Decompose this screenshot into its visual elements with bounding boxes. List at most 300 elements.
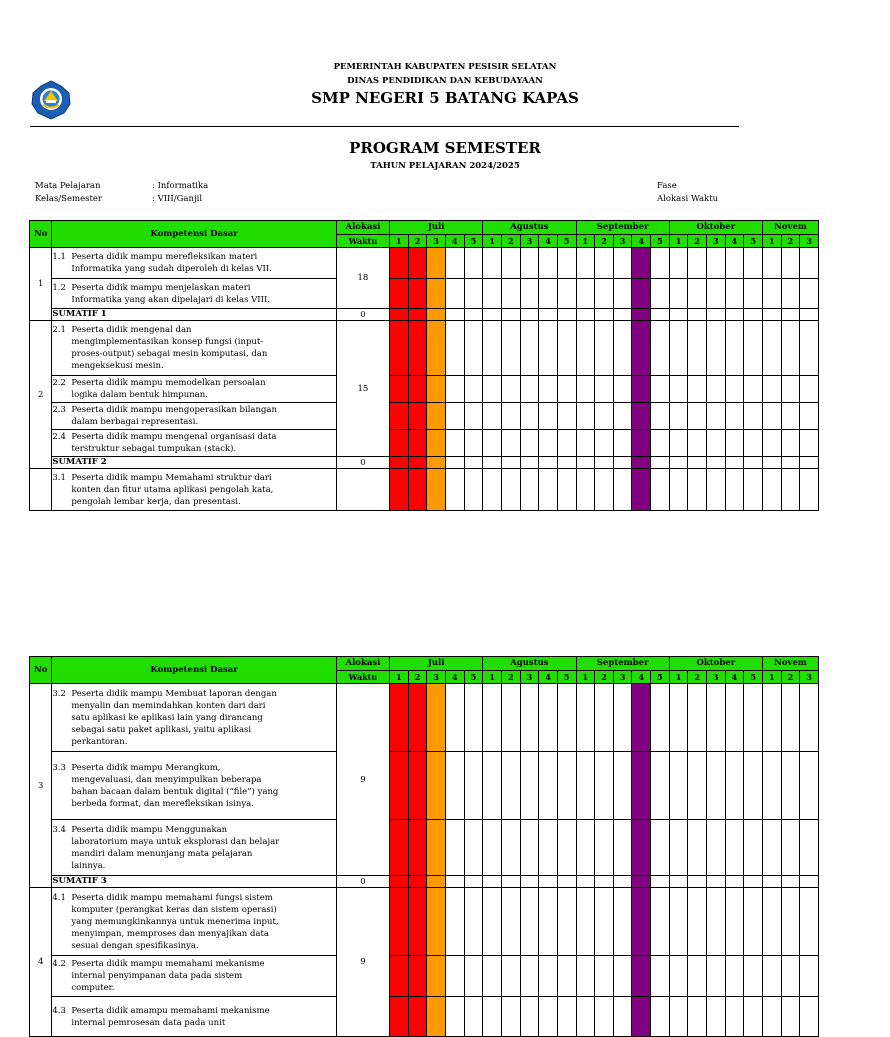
schedule-cell xyxy=(651,321,670,376)
schedule-cell xyxy=(464,876,483,888)
schedule-cell xyxy=(576,457,595,469)
schedule-cell xyxy=(632,403,651,430)
schedule-cell xyxy=(781,279,800,309)
schedule-cell xyxy=(800,376,819,403)
schedule-cell xyxy=(800,752,819,820)
phase-label: Fase xyxy=(657,181,677,191)
schedule-cell xyxy=(539,997,558,1037)
table-row xyxy=(30,403,819,430)
schedule-cell xyxy=(613,956,632,997)
month-oktober: Oktober xyxy=(669,657,762,671)
schedule-cell xyxy=(464,956,483,997)
week-header-cell: 2 xyxy=(501,235,520,248)
week-header-cell: 4 xyxy=(539,235,558,248)
schedule-cell xyxy=(688,684,707,752)
schedule-cell xyxy=(427,888,446,956)
table-row xyxy=(30,430,819,457)
schedule-cell xyxy=(557,997,576,1037)
kd-item: 2.3 Peserta didik mampu mengoperasikan bilangan dalam berbagai representasi. xyxy=(52,403,336,430)
schedule-cell xyxy=(501,309,520,321)
schedule-cell xyxy=(464,403,483,430)
schedule-cell xyxy=(744,309,763,321)
schedule-cell xyxy=(595,469,614,511)
schedule-cell xyxy=(464,248,483,279)
schedule-cell xyxy=(613,457,632,469)
schedule-cell xyxy=(445,820,464,876)
schedule-cell xyxy=(501,997,520,1037)
sumatif-label: SUMATIF 2 xyxy=(52,457,336,469)
schedule-cell xyxy=(445,956,464,997)
col-waktu: Waktu xyxy=(336,235,389,248)
semester-program-table-2 xyxy=(29,656,819,1037)
schedule-cell xyxy=(613,888,632,956)
schedule-cell xyxy=(669,888,688,956)
col-kompetensi: Kompetensi Dasar xyxy=(52,657,336,684)
schedule-cell xyxy=(632,321,651,376)
schedule-cell xyxy=(557,752,576,820)
schedule-cell xyxy=(707,820,726,876)
schedule-cell xyxy=(539,457,558,469)
schedule-cell xyxy=(427,430,446,457)
schedule-cell xyxy=(520,876,539,888)
week-header-cell: 5 xyxy=(557,671,576,684)
schedule-cell xyxy=(632,279,651,309)
week-header-cell: 2 xyxy=(408,671,427,684)
schedule-cell xyxy=(800,321,819,376)
schedule-cell xyxy=(483,752,502,820)
schedule-cell xyxy=(800,888,819,956)
week-header-cell: 4 xyxy=(725,235,744,248)
col-alokasi: Alokasi xyxy=(336,657,389,671)
schedule-cell xyxy=(483,876,502,888)
schedule-cell xyxy=(390,248,409,279)
schedule-cell xyxy=(483,469,502,511)
schedule-cell xyxy=(707,376,726,403)
schedule-cell xyxy=(520,469,539,511)
kd-item: 3.4 Peserta didik mampu Menggunakan laboratorium maya untuk eksplorasi dan belajar mandiri dalam menunjang mata pelajaran lainnya. xyxy=(52,820,336,876)
schedule-cell xyxy=(613,430,632,457)
schedule-cell xyxy=(707,997,726,1037)
school-name: SMP NEGERI 5 BATANG KAPAS xyxy=(311,89,579,107)
week-header-cell: 1 xyxy=(576,235,595,248)
schedule-cell xyxy=(576,888,595,956)
schedule-cell xyxy=(744,248,763,279)
schedule-cell xyxy=(539,248,558,279)
table-row xyxy=(30,321,819,376)
schedule-cell xyxy=(632,997,651,1037)
schedule-cell xyxy=(781,876,800,888)
schedule-cell xyxy=(744,956,763,997)
schedule-cell xyxy=(632,876,651,888)
month-november: Novem xyxy=(762,221,818,235)
schedule-cell xyxy=(762,403,781,430)
schedule-cell xyxy=(427,309,446,321)
schedule-cell xyxy=(520,820,539,876)
schedule-cell xyxy=(800,457,819,469)
schedule-cell xyxy=(725,876,744,888)
schedule-cell xyxy=(707,321,726,376)
schedule-cell xyxy=(707,752,726,820)
schedule-cell xyxy=(688,888,707,956)
schedule-cell xyxy=(762,376,781,403)
header-divider xyxy=(30,126,739,127)
schedule-cell xyxy=(445,457,464,469)
schedule-cell xyxy=(501,956,520,997)
schedule-cell xyxy=(390,430,409,457)
schedule-cell xyxy=(595,457,614,469)
schedule-cell xyxy=(445,684,464,752)
schedule-cell xyxy=(520,279,539,309)
schedule-cell xyxy=(390,888,409,956)
schedule-cell xyxy=(688,430,707,457)
schedule-cell xyxy=(669,430,688,457)
schedule-cell xyxy=(427,403,446,430)
schedule-cell xyxy=(725,752,744,820)
schedule-cell xyxy=(464,321,483,376)
subject-label: Mata Pelajaran xyxy=(35,181,101,191)
schedule-cell xyxy=(725,469,744,511)
week-header-cell: 1 xyxy=(390,671,409,684)
schedule-cell xyxy=(427,876,446,888)
schedule-cell xyxy=(651,430,670,457)
schedule-cell xyxy=(688,820,707,876)
week-header-cell: 4 xyxy=(632,671,651,684)
schedule-cell xyxy=(781,956,800,997)
week-header-cell: 5 xyxy=(651,235,670,248)
schedule-cell xyxy=(464,684,483,752)
schedule-cell xyxy=(464,469,483,511)
alloc-value xyxy=(336,469,389,511)
schedule-cell xyxy=(427,820,446,876)
schedule-cell xyxy=(501,888,520,956)
schedule-cell xyxy=(725,321,744,376)
academic-year: TAHUN PELAJARAN 2024/2025 xyxy=(370,161,520,171)
schedule-cell xyxy=(464,752,483,820)
schedule-cell xyxy=(576,684,595,752)
schedule-cell xyxy=(520,997,539,1037)
schedule-cell xyxy=(725,248,744,279)
table-row xyxy=(30,820,819,876)
schedule-cell xyxy=(464,376,483,403)
schedule-cell xyxy=(408,469,427,511)
table-header-row xyxy=(30,221,819,235)
alloc-value: 0 xyxy=(336,309,389,321)
schedule-cell xyxy=(762,820,781,876)
schedule-cell xyxy=(781,309,800,321)
schedule-cell xyxy=(520,321,539,376)
schedule-cell xyxy=(632,684,651,752)
schedule-cell xyxy=(725,279,744,309)
month-juli: Juli xyxy=(390,221,483,235)
schedule-cell xyxy=(557,457,576,469)
table-row xyxy=(30,376,819,403)
schedule-cell xyxy=(427,997,446,1037)
schedule-cell xyxy=(520,248,539,279)
schedule-cell xyxy=(445,376,464,403)
week-header-cell: 4 xyxy=(632,235,651,248)
schedule-cell xyxy=(557,876,576,888)
schedule-cell xyxy=(539,956,558,997)
schedule-cell xyxy=(707,876,726,888)
schedule-cell xyxy=(651,820,670,876)
schedule-cell xyxy=(800,279,819,309)
schedule-cell xyxy=(576,469,595,511)
schedule-cell xyxy=(688,876,707,888)
week-header-cell: 2 xyxy=(688,671,707,684)
schedule-cell xyxy=(408,279,427,309)
schedule-cell xyxy=(539,684,558,752)
schedule-cell xyxy=(539,469,558,511)
schedule-cell xyxy=(632,309,651,321)
schedule-cell xyxy=(707,457,726,469)
schedule-cell xyxy=(501,321,520,376)
schedule-cell xyxy=(781,469,800,511)
schedule-cell xyxy=(725,430,744,457)
schedule-cell xyxy=(557,279,576,309)
schedule-cell xyxy=(744,997,763,1037)
kd-item: 1.1 Peserta didik mampu merefleksikan materi Informatika yang sudah diperoleh di kelas VII. xyxy=(52,248,336,279)
schedule-cell xyxy=(445,309,464,321)
schedule-cell xyxy=(408,820,427,876)
schedule-cell xyxy=(762,309,781,321)
schedule-cell xyxy=(427,279,446,309)
schedule-cell xyxy=(539,279,558,309)
week-header-cell: 3 xyxy=(613,235,632,248)
schedule-cell xyxy=(651,956,670,997)
schedule-cell xyxy=(576,403,595,430)
schedule-cell xyxy=(539,376,558,403)
schedule-cell xyxy=(445,876,464,888)
schedule-cell xyxy=(781,403,800,430)
kd-item: 4.3 Peserta didik amampu memahami mekanisme internal pemrosesan data pada unit xyxy=(52,997,336,1037)
schedule-cell xyxy=(725,309,744,321)
group-no: 2 xyxy=(30,321,52,469)
schedule-cell xyxy=(557,376,576,403)
schedule-cell xyxy=(464,997,483,1037)
schedule-cell xyxy=(688,457,707,469)
schedule-cell xyxy=(427,376,446,403)
schedule-cell xyxy=(707,403,726,430)
col-waktu: Waktu xyxy=(336,671,389,684)
schedule-cell xyxy=(576,997,595,1037)
schedule-cell xyxy=(427,321,446,376)
schedule-cell xyxy=(483,279,502,309)
alloc-value: 0 xyxy=(336,876,389,888)
schedule-cell xyxy=(669,457,688,469)
schedule-cell xyxy=(725,684,744,752)
week-header-cell: 5 xyxy=(557,235,576,248)
col-no: No xyxy=(30,657,52,684)
schedule-cell xyxy=(725,376,744,403)
schedule-cell xyxy=(595,876,614,888)
schedule-cell xyxy=(781,997,800,1037)
schedule-cell xyxy=(520,752,539,820)
schedule-cell xyxy=(781,888,800,956)
week-header-cell: 3 xyxy=(707,235,726,248)
schedule-cell xyxy=(520,888,539,956)
table-row xyxy=(30,248,819,279)
table-row xyxy=(30,997,819,1037)
schedule-cell xyxy=(744,430,763,457)
schedule-cell xyxy=(483,376,502,403)
week-header-cell: 2 xyxy=(688,235,707,248)
schedule-cell xyxy=(800,876,819,888)
schedule-cell xyxy=(390,876,409,888)
schedule-cell xyxy=(669,469,688,511)
schedule-cell xyxy=(725,956,744,997)
schedule-cell xyxy=(520,309,539,321)
schedule-cell xyxy=(669,820,688,876)
schedule-cell xyxy=(707,469,726,511)
kd-item: 4.2 Peserta didik mampu memahami mekanisme internal penyimpanan data pada sistem computer. xyxy=(52,956,336,997)
schedule-cell xyxy=(390,684,409,752)
schedule-cell xyxy=(408,876,427,888)
schedule-cell xyxy=(595,684,614,752)
week-header-cell: 3 xyxy=(427,671,446,684)
week-header-cell: 4 xyxy=(445,671,464,684)
schedule-cell xyxy=(390,403,409,430)
schedule-cell xyxy=(501,376,520,403)
class-value: : VIII/Ganjil xyxy=(152,194,203,204)
kd-item: 2.1 Peserta didik mengenal dan mengimplementasikan konsep fungsi (input-proses-output) sebagai mesin komputasi, dan mengeksekusi mesin. xyxy=(52,321,336,376)
schedule-cell xyxy=(781,457,800,469)
schedule-cell xyxy=(688,309,707,321)
schedule-cell xyxy=(408,321,427,376)
schedule-cell xyxy=(539,820,558,876)
schedule-cell xyxy=(408,376,427,403)
page-title: PROGRAM SEMESTER xyxy=(349,139,541,157)
week-header-cell: 3 xyxy=(427,235,446,248)
week-header-cell: 3 xyxy=(520,235,539,248)
week-header-cell: 4 xyxy=(445,235,464,248)
alloc-value: 0 xyxy=(336,457,389,469)
alloc-value: 9 xyxy=(336,888,389,1037)
table-row xyxy=(30,888,819,956)
table-row xyxy=(30,876,819,888)
schedule-cell xyxy=(483,888,502,956)
schedule-cell xyxy=(632,469,651,511)
schedule-cell xyxy=(445,279,464,309)
schedule-cell xyxy=(744,321,763,376)
schedule-cell xyxy=(427,752,446,820)
week-header-cell: 5 xyxy=(651,671,670,684)
week-header-cell: 5 xyxy=(464,235,483,248)
schedule-cell xyxy=(669,248,688,279)
schedule-cell xyxy=(781,376,800,403)
schedule-cell xyxy=(539,876,558,888)
schedule-cell xyxy=(557,403,576,430)
schedule-cell xyxy=(762,752,781,820)
schedule-cell xyxy=(445,321,464,376)
schedule-cell xyxy=(483,321,502,376)
schedule-cell xyxy=(781,684,800,752)
schedule-cell xyxy=(445,997,464,1037)
schedule-cell xyxy=(707,430,726,457)
schedule-cell xyxy=(557,956,576,997)
week-header-cell: 3 xyxy=(707,671,726,684)
schedule-cell xyxy=(501,403,520,430)
schedule-cell xyxy=(744,279,763,309)
month-november: Novem xyxy=(762,657,818,671)
schedule-cell xyxy=(613,321,632,376)
schedule-cell xyxy=(595,430,614,457)
week-header-cell: 5 xyxy=(744,671,763,684)
schedule-cell xyxy=(800,820,819,876)
schedule-cell xyxy=(651,469,670,511)
schedule-cell xyxy=(632,430,651,457)
schedule-cell xyxy=(707,248,726,279)
schedule-cell xyxy=(483,820,502,876)
schedule-cell xyxy=(669,321,688,376)
table-row xyxy=(30,684,819,752)
schedule-cell xyxy=(408,997,427,1037)
schedule-cell xyxy=(762,469,781,511)
schedule-cell xyxy=(464,309,483,321)
schedule-cell xyxy=(445,752,464,820)
week-header-cell: 1 xyxy=(762,235,781,248)
schedule-cell xyxy=(427,469,446,511)
schedule-cell xyxy=(539,752,558,820)
schedule-cell xyxy=(595,248,614,279)
schedule-cell xyxy=(725,457,744,469)
schedule-cell xyxy=(632,376,651,403)
schedule-cell xyxy=(557,321,576,376)
schedule-cell xyxy=(800,997,819,1037)
schedule-cell xyxy=(539,430,558,457)
schedule-cell xyxy=(520,684,539,752)
schedule-cell xyxy=(595,997,614,1037)
schedule-cell xyxy=(464,457,483,469)
week-header-cell: 4 xyxy=(539,671,558,684)
schedule-cell xyxy=(613,469,632,511)
schedule-cell xyxy=(651,997,670,1037)
group-no xyxy=(30,469,52,511)
schedule-cell xyxy=(707,888,726,956)
schedule-cell xyxy=(483,309,502,321)
month-september: September xyxy=(576,221,669,235)
schedule-cell xyxy=(613,684,632,752)
schedule-cell xyxy=(800,430,819,457)
schedule-cell xyxy=(483,684,502,752)
schedule-cell xyxy=(800,309,819,321)
schedule-cell xyxy=(464,820,483,876)
schedule-cell xyxy=(390,752,409,820)
schedule-cell xyxy=(464,279,483,309)
schedule-cell xyxy=(688,956,707,997)
schedule-cell xyxy=(651,279,670,309)
schedule-cell xyxy=(595,321,614,376)
schedule-cell xyxy=(595,309,614,321)
table-row xyxy=(30,956,819,997)
schedule-cell xyxy=(390,457,409,469)
group-no: 1 xyxy=(30,248,52,321)
schedule-cell xyxy=(613,403,632,430)
schedule-cell xyxy=(576,430,595,457)
schedule-cell xyxy=(501,684,520,752)
week-header-cell: 3 xyxy=(613,671,632,684)
table-row xyxy=(30,457,819,469)
schedule-cell xyxy=(520,956,539,997)
subject-info xyxy=(35,180,208,206)
schedule-cell xyxy=(651,376,670,403)
schedule-cell xyxy=(501,457,520,469)
schedule-cell xyxy=(744,820,763,876)
schedule-cell xyxy=(707,956,726,997)
kd-item: 1.2 Peserta didik mampu menjelaskan materi Informatika yang akan dipelajari di kelas VIII. xyxy=(52,279,336,309)
schedule-cell xyxy=(651,403,670,430)
schedule-cell xyxy=(725,888,744,956)
table-row xyxy=(30,279,819,309)
